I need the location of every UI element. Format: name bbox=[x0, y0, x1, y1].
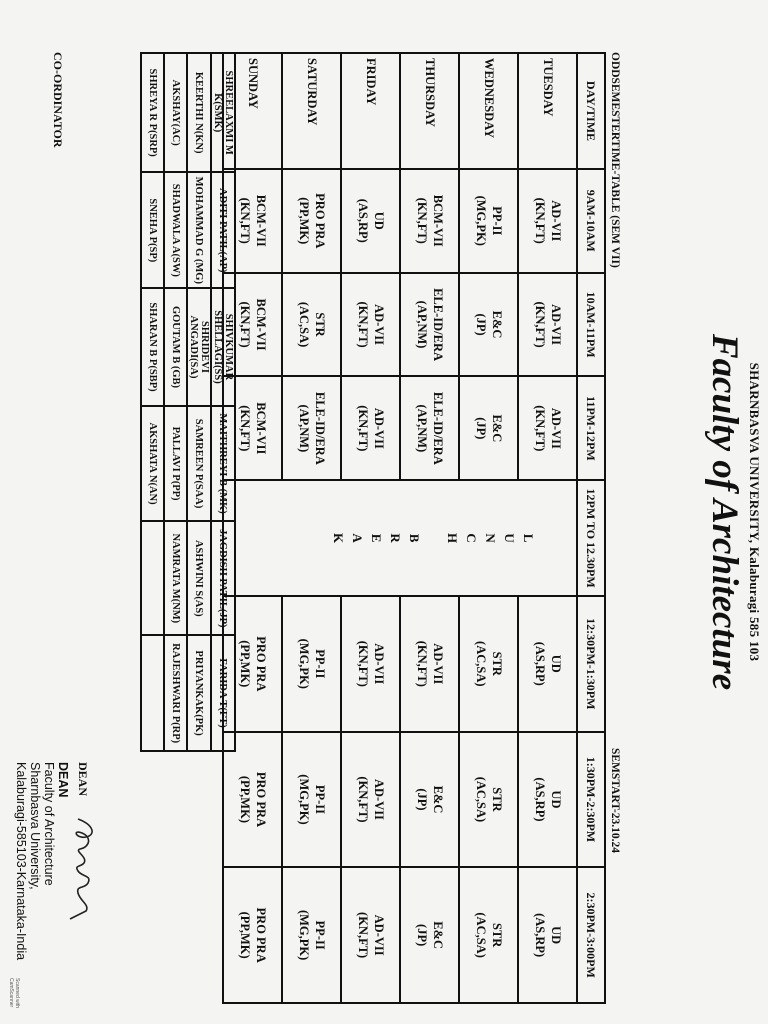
subject-code: AD-VII bbox=[372, 914, 387, 956]
day-label: SUNDAY bbox=[223, 53, 282, 169]
timetable-cell bbox=[459, 273, 518, 377]
subject-code: BCM-VII bbox=[431, 194, 446, 247]
lunch-letter: L bbox=[521, 533, 536, 543]
header-day-time: DAY/TIME bbox=[577, 53, 605, 169]
faculty-codes: (AP,NM) bbox=[415, 404, 430, 453]
lunch-letter: C bbox=[464, 533, 479, 543]
dean-label: DEAN bbox=[76, 762, 90, 797]
lunch-break-text bbox=[329, 481, 538, 595]
subject-code: STR bbox=[490, 922, 505, 948]
faculty-codes: (JP) bbox=[415, 788, 430, 811]
faculty-codes: (MG,PK) bbox=[297, 774, 312, 825]
timetable bbox=[222, 52, 606, 1004]
subject-code: PP-II bbox=[313, 649, 328, 679]
coordinator-label: CO-ORDINATOR bbox=[51, 52, 65, 148]
day-label: THURSDAY bbox=[400, 53, 459, 169]
timetable-cell bbox=[400, 596, 459, 732]
faculty-name-cell: GOUTAM B (GB) bbox=[164, 288, 187, 405]
subject-code: PRO PRA bbox=[254, 907, 269, 963]
subject-code: UD bbox=[549, 790, 564, 809]
subject-code: ELE-ID/ERA bbox=[431, 391, 446, 465]
university-name: SHARNBASVA UNIVERSITY, Kalaburagi 585 103 bbox=[747, 362, 762, 662]
faculty-name-cell: SHARAN B P(SBP) bbox=[141, 288, 164, 405]
subject-code: E&C bbox=[431, 785, 446, 814]
timetable-cell bbox=[518, 867, 577, 1003]
timetable-cell bbox=[518, 376, 577, 480]
faculty-codes: (KN,FT) bbox=[533, 405, 548, 452]
subject-code: AD-VII bbox=[372, 643, 387, 685]
timetable-header-row bbox=[577, 53, 605, 1003]
header-slot-4: 12:30PM-1:30PM bbox=[577, 596, 605, 732]
faculty-codes: (MG,PK) bbox=[297, 909, 312, 961]
day-label: WEDNESDAY bbox=[459, 53, 518, 169]
faculty-name-cell: FARIDA T(FT) bbox=[211, 635, 235, 751]
timetable-cell bbox=[282, 169, 341, 273]
faculty-name-cell: SAMREEN P(SAA) bbox=[187, 406, 211, 522]
faculty-codes: (AC,SA) bbox=[474, 912, 489, 958]
faculty-codes: (PP,MK) bbox=[297, 197, 312, 245]
subject-code: PP-II bbox=[313, 784, 328, 815]
subject-code: AD-VII bbox=[549, 200, 564, 242]
faculty-name-cell: ASHWINI S(AS) bbox=[187, 521, 211, 635]
scanner-watermark: Scanned with CamScanner bbox=[8, 978, 20, 1009]
faculty-codes: (KN,FT) bbox=[356, 405, 371, 452]
faculty-codes: (AC,SA) bbox=[297, 301, 312, 348]
faculty-codes: (PP,MK) bbox=[238, 775, 253, 823]
faculty-codes: (PP,MK) bbox=[238, 911, 253, 959]
timetable-title: ODDSEMESTERTIME-TABLE (SEM VII) bbox=[609, 52, 621, 268]
subject-code: STR bbox=[313, 312, 328, 337]
break-letter: B bbox=[407, 533, 422, 543]
faculty-codes: (KN,FT) bbox=[533, 197, 548, 244]
subject-code: PRO PRA bbox=[254, 636, 269, 692]
faculty-codes: (AP,NM) bbox=[415, 300, 430, 349]
header-lunch-slot: 12PM TO 12.30PM bbox=[577, 480, 605, 596]
faculty-codes: (KN,FT) bbox=[238, 405, 253, 452]
faculty-name-cell: RAJESHWARI P(RP) bbox=[164, 635, 187, 751]
subject-code: ELE-ID/ERA bbox=[313, 391, 328, 465]
break-letter: K bbox=[331, 533, 346, 544]
subject-code: BCM-VII bbox=[254, 298, 269, 351]
faculty-codes: (AS,RP) bbox=[533, 641, 548, 686]
timetable-cell bbox=[459, 732, 518, 868]
faculty-codes: (KN,FT) bbox=[238, 301, 253, 348]
header-slot-5: 1:30PM-2:30PM bbox=[577, 732, 605, 868]
faculty-row bbox=[211, 53, 235, 751]
faculty-title: Faculty of Architecture bbox=[704, 333, 745, 691]
header-slot-6: 2:30PM-3:00PM bbox=[577, 867, 605, 1003]
timetable-cell bbox=[341, 376, 400, 480]
dean-stamp bbox=[14, 762, 70, 960]
faculty-codes: (KN,FT) bbox=[415, 640, 430, 687]
timetable-cell bbox=[223, 867, 282, 1003]
faculty-name-cell: SHIVKUMAR SHELLAGI(SS) bbox=[211, 288, 235, 405]
faculty-codes: (KN,FT) bbox=[356, 912, 371, 959]
faculty-row bbox=[141, 53, 164, 751]
faculty-name-cell: SHREELAXMI M K(SMK) bbox=[211, 53, 235, 172]
subject-code: STR bbox=[490, 651, 505, 676]
timetable-cell bbox=[518, 596, 577, 732]
faculty-codes: (KN,FT) bbox=[238, 197, 253, 244]
semester-start: SEMSTART-23.10.24 bbox=[609, 748, 621, 854]
faculty-codes: (AC,SA) bbox=[474, 641, 489, 687]
timetable-cell bbox=[518, 169, 577, 273]
subject-code: BCM-VII bbox=[254, 194, 269, 247]
faculty-name-cell: MOHAMMAD G (MG) bbox=[187, 172, 211, 288]
faculty-name-cell: SNEHA P(SP) bbox=[141, 172, 164, 288]
faculty-row bbox=[164, 53, 187, 751]
faculty-codes: (PP,MK) bbox=[238, 640, 253, 688]
timetable-cell bbox=[282, 732, 341, 868]
timetable-cell bbox=[341, 169, 400, 273]
timetable-cell bbox=[459, 867, 518, 1003]
faculty-name-cell: SHREYA R P(SRP) bbox=[141, 53, 164, 172]
faculty-name-cell bbox=[141, 635, 164, 751]
subject-code: E&C bbox=[490, 414, 505, 443]
subject-code: STR bbox=[490, 787, 505, 812]
timetable-cell bbox=[282, 273, 341, 377]
timetable-row bbox=[518, 53, 577, 1003]
subject-code: PP-II bbox=[490, 206, 505, 236]
timetable-cell bbox=[282, 376, 341, 480]
lunch-letter: H bbox=[445, 533, 460, 544]
day-label: TUESDAY bbox=[518, 53, 577, 169]
faculty-name-cell: SHRIDEVI ANGADI(SA) bbox=[187, 288, 211, 405]
subject-code: AD-VII bbox=[372, 304, 387, 346]
faculty-name-cell: MAITHREYI B (MK) bbox=[211, 406, 235, 522]
faculty-codes: (KN,FT) bbox=[533, 301, 548, 348]
timetable-cell bbox=[341, 732, 400, 868]
faculty-codes: (KN,FT) bbox=[356, 640, 371, 687]
faculty-row bbox=[187, 53, 211, 751]
header-slot-1: 9AM-10AM bbox=[577, 169, 605, 273]
faculty-codes: (MG,PK) bbox=[297, 638, 312, 689]
timetable-cell bbox=[459, 596, 518, 732]
subject-code: ELE-ID/ERA bbox=[431, 288, 446, 362]
faculty-codes: (JP) bbox=[474, 313, 489, 336]
timetable-cell bbox=[400, 732, 459, 868]
faculty-name-cell: SHADWALA A(SW) bbox=[164, 172, 187, 288]
faculty-codes: (AS,RP) bbox=[533, 913, 548, 958]
faculty-codes: (AS,RP) bbox=[356, 198, 371, 243]
faculty-codes: (AS,RP) bbox=[533, 777, 548, 822]
subject-code: UD bbox=[372, 211, 387, 230]
subject-code: AD-VII bbox=[549, 304, 564, 346]
timetable-cell bbox=[400, 273, 459, 377]
faculty-codes: (KN,FT) bbox=[356, 776, 371, 823]
break-letter: E bbox=[369, 533, 384, 543]
subject-code: AD-VII bbox=[372, 407, 387, 449]
lunch-letter: U bbox=[502, 533, 517, 543]
timetable-cell bbox=[518, 273, 577, 377]
timetable-cell bbox=[282, 596, 341, 732]
faculty-codes: (JP) bbox=[415, 924, 430, 947]
subject-code: AD-VII bbox=[431, 643, 446, 685]
header-slot-3: 11PM-12PM bbox=[577, 376, 605, 480]
faculty-codes: (JP) bbox=[474, 417, 489, 440]
timetable-cell bbox=[459, 376, 518, 480]
subject-code: AD-VII bbox=[372, 778, 387, 820]
faculty-name-cell: JAGDISH PATIL(JP) bbox=[211, 521, 235, 635]
timetable-cell bbox=[400, 169, 459, 273]
timetable-cell bbox=[518, 732, 577, 868]
subject-code: PRO PRA bbox=[254, 771, 269, 828]
day-label: FRIDAY bbox=[341, 53, 400, 169]
subject-code: UD bbox=[549, 654, 564, 673]
timetable-cell bbox=[400, 376, 459, 480]
subject-code: PRO PRA bbox=[313, 193, 328, 249]
subject-code: UD bbox=[549, 926, 564, 945]
faculty-codes: (MG,PK) bbox=[474, 195, 489, 246]
timetable-cell bbox=[341, 867, 400, 1003]
header-slot-2: 10AM-11PM bbox=[577, 273, 605, 377]
subject-code: AD-VII bbox=[549, 407, 564, 449]
break-letter: R bbox=[388, 533, 403, 543]
faculty-name-cell: KEERTHI N(KN) bbox=[187, 53, 211, 172]
lunch-break-column bbox=[223, 480, 577, 596]
break-letter: A bbox=[350, 533, 365, 543]
dean-signature bbox=[66, 815, 100, 925]
timetable-cell bbox=[400, 867, 459, 1003]
faculty-codes: (KN,FT) bbox=[356, 301, 371, 348]
faculty-codes: (AC,SA) bbox=[474, 776, 489, 823]
timetable-cell bbox=[459, 169, 518, 273]
subject-code: E&C bbox=[431, 921, 446, 950]
stamp-line-2: Faculty of Architecture bbox=[42, 762, 56, 886]
faculty-name-cell: AKSHAY(AC) bbox=[164, 53, 187, 172]
stamp-line-1: DEAN bbox=[56, 762, 70, 798]
timetable-cell bbox=[341, 273, 400, 377]
day-label: SATURDAY bbox=[282, 53, 341, 169]
faculty-name-cell: AKSHATA N(AN) bbox=[141, 406, 164, 522]
stamp-line-4: Kalaburagi-585103-Karnataka-India bbox=[14, 762, 28, 961]
faculty-name-cell: ADITI PATIL(AP) bbox=[211, 172, 235, 288]
faculty-codes: (AP,NM) bbox=[297, 404, 312, 453]
timetable-cell bbox=[341, 596, 400, 732]
faculty-table bbox=[140, 52, 236, 752]
faculty-name-cell bbox=[141, 521, 164, 635]
stamp-line-3: Sharnbasva University, bbox=[28, 762, 42, 890]
timetable-cell bbox=[282, 867, 341, 1003]
faculty-codes: (KN,FT) bbox=[415, 197, 430, 244]
faculty-name-cell: PALLAVI P(PP) bbox=[164, 406, 187, 522]
faculty-name-cell: PRIYANKAK(PK) bbox=[187, 635, 211, 751]
subject-code: PP-II bbox=[313, 920, 328, 950]
subject-code: E&C bbox=[490, 310, 505, 339]
subject-code: BCM-VII bbox=[254, 402, 269, 455]
lunch-letter: N bbox=[483, 533, 498, 543]
faculty-name-cell: NAMRATA M(NM) bbox=[164, 521, 187, 635]
